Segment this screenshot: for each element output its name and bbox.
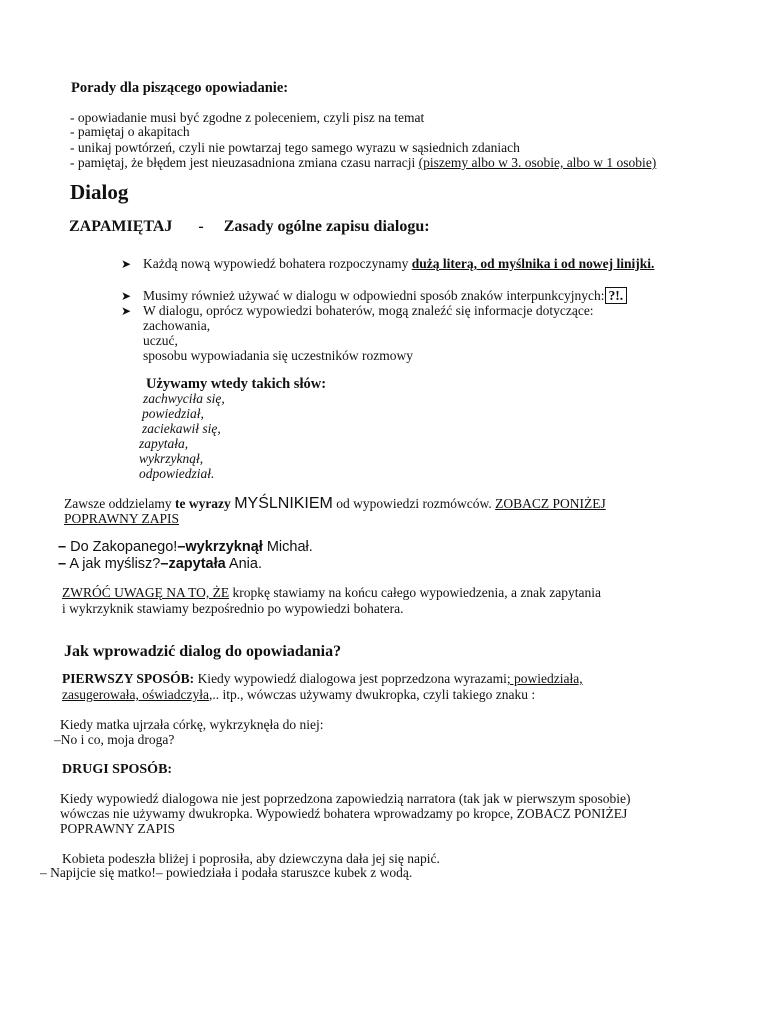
porady-title: Porady dla piszącego opowiadanie:: [71, 80, 289, 96]
example-1-speech: Do Zakopanego!: [70, 539, 178, 555]
przyklad-1-line-1: Kiedy matka ujrzała córkę, wykrzyknęła do niej:: [60, 717, 324, 732]
slowo-3: zaciekawił się,: [142, 421, 221, 436]
arrowhead-bullet-icon: ➤: [121, 257, 132, 271]
zawsze-underlined-1: ZOBACZ PONIŻEJ: [495, 496, 606, 511]
zapamietaj-label: ZAPAMIĘTAJ: [69, 218, 173, 235]
example-1-verb: wykrzyknął: [185, 539, 263, 555]
rule-1-underlined: dużą literą, od myślnika i od nowej linijki.: [411, 256, 655, 271]
zawsze-underlined-2: POPRAWNY ZAPIS: [64, 511, 180, 526]
rule-3-item-1: zachowania,: [143, 318, 211, 333]
example-1: [58, 538, 313, 556]
example-1-dash: –: [58, 539, 67, 555]
example-2-speech: A jak myślisz?: [69, 556, 161, 572]
uwaga-line-1: [62, 585, 601, 601]
drugi-line-2: wówczas nie używamy dwukropka. Wypowiedź bohatera wprowadzamy po kropce, ZOBACZ PONIŻEJ: [60, 806, 628, 821]
arrowhead-bullet-icon: ➤: [121, 289, 132, 303]
slowa-title: Używamy wtedy takich słów:: [146, 376, 327, 392]
zawsze-line-1: [64, 496, 606, 512]
rule-2-text: Musimy również używać w dialogu w odpowiedni sposób znaków interpunkcyjnych:: [143, 288, 605, 303]
rule-3-item-3: sposobu wypowiadania się uczestników rozmowy: [143, 348, 413, 363]
rule-3-item-2: uczuć,: [143, 333, 178, 348]
slowo-6: odpowiedział.: [139, 466, 215, 481]
example-2-name: Ania.: [228, 556, 262, 572]
porady-item-4-underlined: (piszemy albo w 3. osobie, albo w 1 osobie): [418, 155, 657, 170]
przyklad-2-line-1: Kobieta podeszła bliżej i poprosiła, aby dziewczyna dała jej się napić.: [62, 851, 440, 866]
mysl-word: MYŚLNIKIEM: [234, 495, 333, 512]
uwaga-line-2: i wykrzyknik stawiamy bezpośrednio po wypowiedzi bohatera.: [62, 601, 404, 616]
example-1-dash-2: –: [177, 539, 186, 555]
slowo-5: wykrzyknął,: [139, 451, 204, 466]
pierwszy-text-2: ,.. itp., wówczas używamy dwukropka, czyli takiego znaku :: [208, 687, 536, 702]
zapamietaj-dash: -: [198, 218, 204, 235]
zawsze-text: Zawsze oddzielamy: [64, 496, 175, 511]
punctuation-marks-box: ?!.: [605, 287, 628, 304]
example-2-dash: –: [58, 556, 67, 572]
porady-item-4: [70, 155, 656, 171]
pierwszy-underlined-1: ; powiedziała,: [506, 671, 583, 686]
arrowhead-bullet-icon: ➤: [121, 304, 132, 318]
rule-3: [121, 303, 594, 319]
rule-1: [121, 256, 654, 272]
pierwszy-line-2: [62, 687, 535, 703]
pierwszy-underlined-2: zasugerowała, oświadczyła: [62, 687, 209, 702]
zawsze-mid: od wypowiedzi rozmówców.: [336, 496, 492, 511]
zasady-title: Zasady ogólne zapisu dialogu:: [223, 218, 430, 235]
example-2-dash-2: –: [160, 556, 169, 572]
pierwszy-line-1: [62, 671, 583, 687]
slowo-2: powiedział,: [142, 406, 204, 421]
slowo-4: zapytała,: [139, 436, 189, 451]
pierwszy-label: PIERWSZY SPOSÓB:: [62, 671, 195, 686]
zapamietaj-line: [69, 217, 430, 237]
uwaga-underlined: ZWRÓĆ UWAGĘ NA TO, ŻE: [62, 585, 230, 600]
example-2-verb: zapytała: [168, 556, 226, 572]
uwaga-rest-1: kropkę stawiamy na końcu całego wypowiedzenia, a znak zapytania: [229, 585, 601, 600]
porady-item-3: - unikaj powtórzeń, czyli nie powtarzaj tego samego wyrazu w sąsiednich zdaniach: [70, 140, 520, 155]
przyklad-2-line-2: – Napijcie się matko!– powiedziała i podała staruszce kubek z wodą.: [40, 865, 413, 880]
zawsze-bold: te wyrazy: [174, 496, 231, 511]
drugi-label: DRUGI SPOSÓB:: [62, 762, 173, 777]
jak-heading: Jak wprowadzić dialog do opowiadania?: [64, 643, 342, 660]
pierwszy-text-1: Kiedy wypowiedź dialogowa jest poprzedzona wyrazami: [194, 671, 507, 686]
drugi-line-1: Kiedy wypowiedź dialogowa nie jest poprzedzona zapowiedzią narratora (tak jak w pierwszym sposobie): [60, 791, 631, 806]
rule-1-text: Każdą nową wypowiedź bohatera rozpoczynamy: [143, 256, 412, 271]
rule-3-text: W dialogu, oprócz wypowiedzi bohaterów, mogą znaleźć się informacje dotyczące:: [143, 303, 594, 318]
dialog-heading: Dialog: [70, 180, 129, 204]
example-2: [58, 555, 262, 573]
porady-item-2: - pamiętaj o akapitach: [70, 124, 190, 139]
slowo-1: zachwyciła się,: [143, 391, 225, 406]
przyklad-1-line-2: –No i co, moja droga?: [54, 732, 175, 747]
rule-2: [121, 288, 627, 304]
drugi-line-3: POPRAWNY ZAPIS: [60, 821, 176, 836]
example-1-name: Michał.: [266, 539, 313, 555]
porady-item-1: - opowiadanie musi być zgodne z poleceniem, czyli pisz na temat: [70, 110, 425, 125]
porady-item-4-text: - pamiętaj, że błędem jest nieuzasadniona zmiana czasu narracji: [70, 155, 419, 170]
